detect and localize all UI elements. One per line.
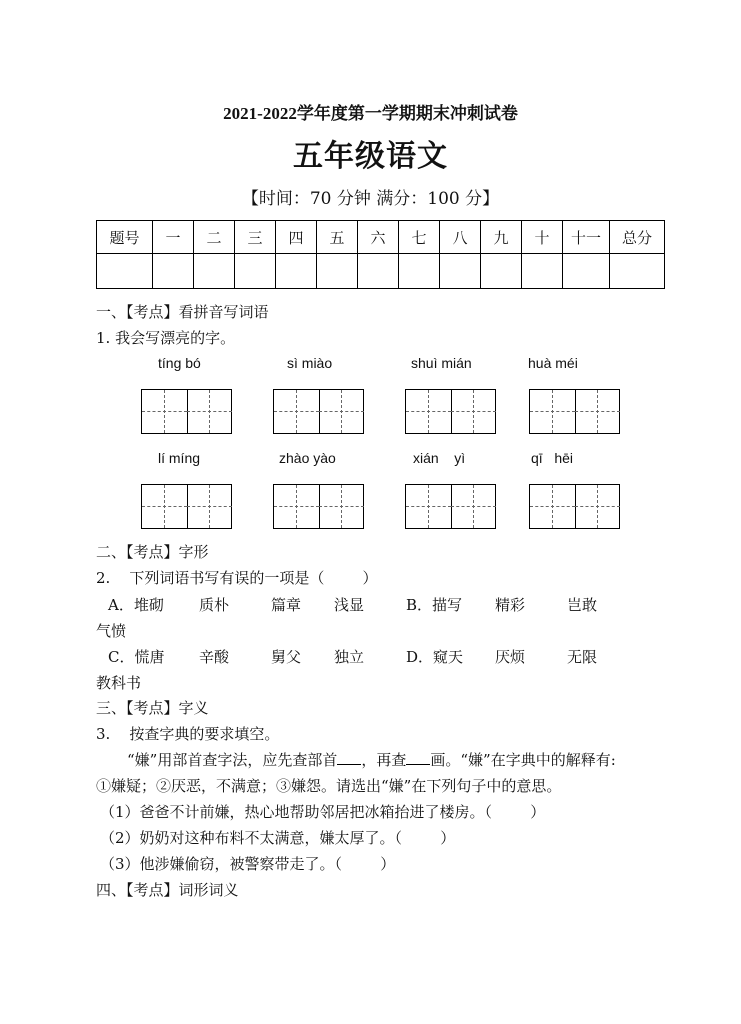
option-a-word: 篇章 [271,596,302,614]
pinyin-label: xián yì [413,450,466,466]
question3-line1 [127,749,616,770]
pinyin-label: lí míng [158,450,201,466]
option-c-word: 辛酸 [199,648,230,666]
score-blank-cell[interactable] [399,254,440,289]
option-a-word: 质朴 [199,596,230,614]
pinyin-label: sì miào [287,355,333,371]
radical-blank[interactable] [337,752,361,765]
score-blank-cell[interactable] [440,254,481,289]
score-header-cell: 十一 [563,221,610,254]
question3-line1-part-b: ，再查 [361,751,407,769]
score-header-cell: 八 [440,221,481,254]
score-blank-cell[interactable] [481,254,522,289]
score-blank-cell[interactable] [235,254,276,289]
score-header-cell: 九 [481,221,522,254]
option-c-word: 独立 [334,648,365,666]
section4-heading: 四、【考点】词形词义 [96,881,239,899]
option-b-word: 精彩 [495,596,526,614]
question3-line1-part-c: 画。“嫌”在字典中的解释有: [430,751,616,769]
score-header-cell: 题号 [97,221,153,254]
question1-text: 1. 我会写漂亮的字。 [96,329,236,347]
stroke-count-blank[interactable] [406,752,430,765]
pinyin-label: tíng bó [158,355,201,371]
question3-line2: ①嫌疑；②厌恶，不满意；③嫌怨。请选出“嫌”在下列句子中的意思。 [96,777,562,795]
question3-sentence-3: （3）他涉嫌偷窃，被警察带走了。（ ） [100,855,396,873]
writing-grid[interactable] [141,389,232,434]
score-blank-cell[interactable] [522,254,563,289]
score-blank-cell[interactable] [276,254,317,289]
score-blank-cell[interactable] [358,254,399,289]
score-blank-cell[interactable] [317,254,358,289]
score-header-cell: 三 [235,221,276,254]
writing-grid[interactable] [273,484,364,529]
question3-text: 3. 按查字典的要求填空。 [96,725,280,743]
writing-grid[interactable] [529,484,620,529]
score-blank-cell[interactable] [153,254,194,289]
option-d-word: D．窥天 [406,648,464,666]
option-d-wrap: 教科书 [96,674,142,692]
score-header-cell: 二 [194,221,235,254]
exam-time-info: 【时间：70 分钟 满分：100 分】 [241,189,500,209]
writing-grid[interactable] [141,484,232,529]
writing-grid[interactable] [529,389,620,434]
option-b-wrap: 气愤 [96,622,127,640]
question3-sentence-1: （1）爸爸不计前嫌，热心地帮助邻居把冰箱抬进了楼房。（ ） [100,803,546,821]
exam-main-title: 五年级语文 [293,139,448,174]
score-blank-cell[interactable] [563,254,610,289]
option-a-word: 浅显 [334,596,365,614]
option-c-word: C．慌唐 [108,648,165,666]
question2-text: 2. 下列词语书写有误的一项是（ ） [96,569,378,587]
writing-grid[interactable] [273,389,364,434]
option-b-word: B．描写 [406,596,463,614]
option-c-word: 舅父 [271,648,302,666]
question3-sentence-2: （2）奶奶对这种布料不太满意，嫌太厚了。（ ） [100,829,456,847]
score-header-cell: 十 [522,221,563,254]
pinyin-label: qī hēi [531,450,574,466]
score-header-cell: 四 [276,221,317,254]
score-header-cell: 七 [399,221,440,254]
score-header-cell: 一 [153,221,194,254]
section3-heading: 三、【考点】字义 [96,699,209,717]
score-header-cell: 六 [358,221,399,254]
score-header-cell: 总分 [610,221,665,254]
writing-grid[interactable] [405,484,496,529]
option-b-word: 岂敢 [567,596,598,614]
score-header-cell: 五 [317,221,358,254]
exam-year-title: 2021-2022学年度第一学期期末冲刺试卷 [223,104,518,123]
pinyin-label: zhào yào [279,450,336,466]
score-blank-cell[interactable] [97,254,153,289]
section1-heading: 一、【考点】看拼音写词语 [96,303,269,321]
option-d-word: 无限 [567,648,598,666]
pinyin-label: huà méi [528,355,578,371]
writing-grid[interactable] [405,389,496,434]
pinyin-label: shuì mián [411,355,472,371]
score-table [96,220,665,289]
score-table-header-row [97,221,665,254]
score-blank-cell[interactable] [194,254,235,289]
section2-heading: 二、【考点】字形 [96,543,209,561]
option-d-word: 厌烦 [495,648,526,666]
question3-line1-part-a: “嫌”用部首查字法，应先查部首 [127,751,338,769]
score-table-blank-row [97,254,665,289]
option-a-word: A．堆砌 [108,596,164,614]
score-blank-cell[interactable] [610,254,665,289]
